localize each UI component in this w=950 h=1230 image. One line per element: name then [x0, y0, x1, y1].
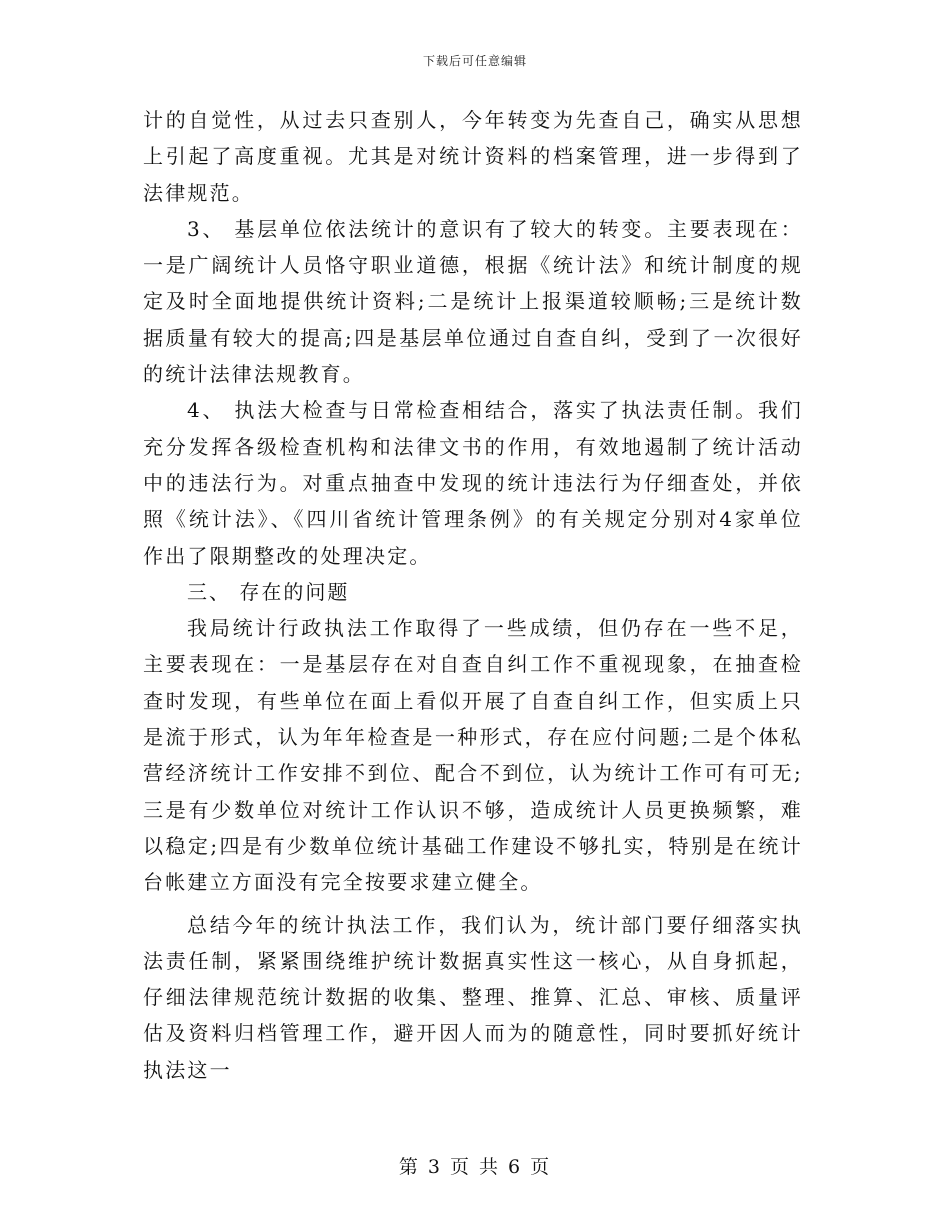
paragraph-item-3: 3、 基层单位依法统计的意识有了较大的转变。主要表现在：一是广阔统计人员恪守职业道德，根据《统计法》和统计制度的规定及时全面地提供统计资料;二是统计上报渠道较顺畅;三是统计数据质量有较大的提高;四是基层单位通过自查自纠，受到了一次很好的统计法律法规教育。: [143, 216, 803, 387]
paragraph-summary: 总结今年的统计执法工作，我们认为，统计部门要仔细落实执法责任制，紧紧围绕维护统计数据真实性这一核心，从自身抓起，仔细法律规范统计数据的收集、整理、推算、汇总、审核、质量评估及资料归档管理工作，避开因人而为的随意性，同时要抓好统计执法这一: [143, 912, 803, 1082]
page-header: 下载后可任意编辑: [422, 54, 527, 68]
section-heading-problems: 三、 存在的问题: [187, 579, 350, 604]
page-number-footer: 第 3 页 共 6 页: [398, 1156, 552, 1178]
document-body: [143, 102, 803, 1088]
paragraph-item-4: 4、 执法大检查与日常检查相结合，落实了执法责任制。我们充分发挥各级检查机构和法律文书的作用，有效地遏制了统计活动中的违法行为。对重点抽查中发现的统计违法行为仔细查处，并依照《统计法》、《四川省统计管理条例》的有关规定分别对4家单位作出了限期整改的处理决定。: [143, 398, 803, 568]
paragraph-continuation: 计的自觉性，从过去只查别人，今年转变为先查自己，确实从思想上引起了高度重视。尤其是对统计资料的档案管理，进一步得到了法律规范。: [143, 108, 803, 205]
paragraph-problems: 我局统计行政执法工作取得了一些成绩，但仍存在一些不足，主要表现在：一是基层存在对自查自纠工作不重视现象，在抽查检查时发现，有些单位在面上看似开展了自查自纠工作，但实质上只是流于形式，认为年年检查是一种形式，存在应付问题;二是个体私营经济统计工作安排不到位、配合不到位，认为统计工作可有可无;三是有少数单位对统计工作认识不够，造成统计人员更换频繁，难以稳定;四是有少数单位统计基础工作建设不够扎实，特别是在统计台帐建立方面没有完全按要求建立健全。: [143, 616, 803, 895]
